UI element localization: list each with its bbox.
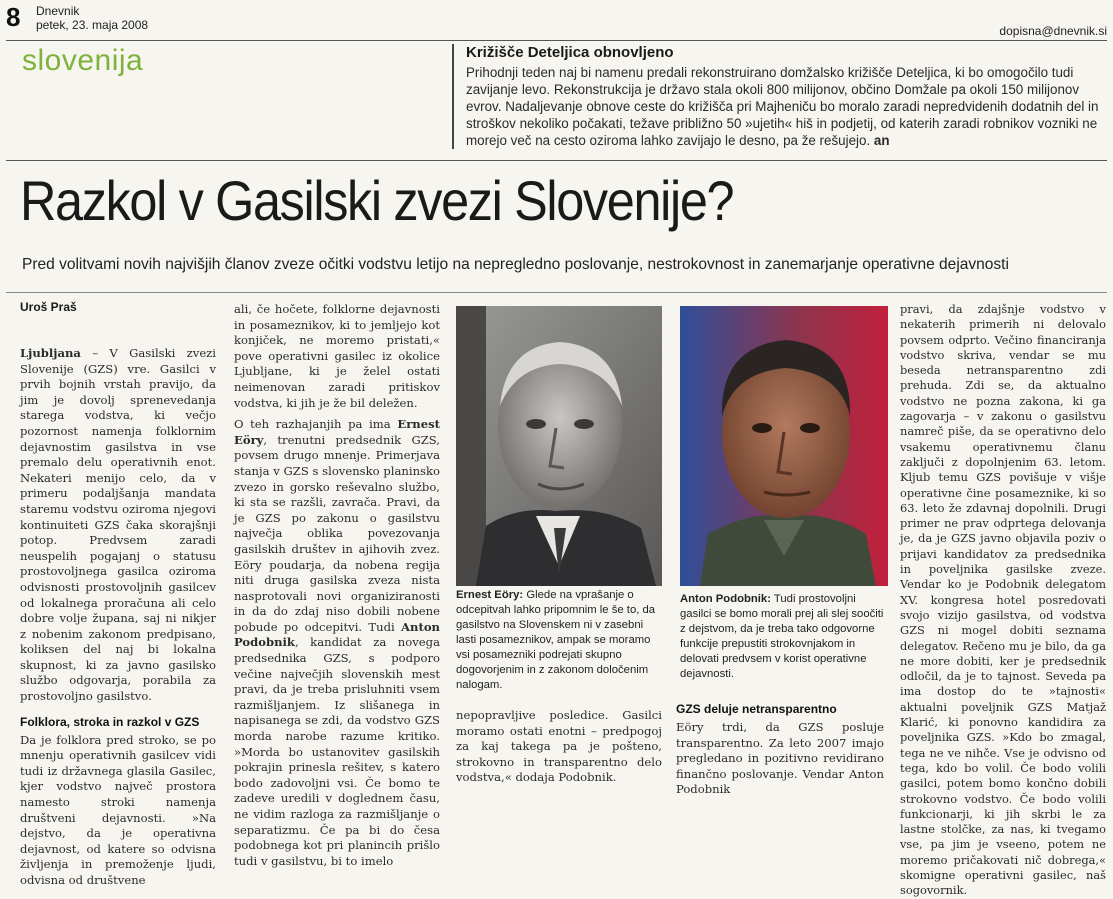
article-column-3 <box>456 708 662 786</box>
name-podobnik: Anton Podobnik <box>234 619 440 650</box>
article-column-4 <box>676 702 884 798</box>
caption-podobnik-text: Tudi prostovoljni gasilci se bomo morali prej ali slej soočiti z dejstvom, da je treba tako odgovorne funkcije prepustiti strokovnjakom in delovati predvsem v korist operativne dejavnosti. <box>680 593 884 680</box>
col4-subhead: GZS deluje netransparentno <box>676 702 837 716</box>
caption-podobnik <box>680 592 888 682</box>
col2-paragraph-2 <box>234 417 440 869</box>
top-divider <box>6 40 1107 41</box>
masthead <box>36 4 148 32</box>
col1-subhead: Folklora, stroka in razkol v GZS <box>20 714 200 729</box>
portrait-podobnik-image <box>680 306 888 586</box>
col2-text-a: O teh razhajanjih pa ima <box>234 417 398 432</box>
caption-podobnik-name: Anton Podobnik: <box>680 593 771 605</box>
dateline: Ljubljana <box>20 346 81 360</box>
name-eory: Ernest Eöry <box>234 417 440 447</box>
col1-paragraph-2: Da je folklora pred stroko, se po mnenju operativnih gasilcev vidi tudi iz državnega glasila Gasilec, kjer vodstvo največ prostora namesto stroki namenja društveni dejavnosti. »Na dejstvo, da je operativna dejavnost, od katere so odvisna življenja in premoženje ljudi, odvisna od društvene <box>20 732 216 887</box>
paper-name: Dnevnik <box>36 4 80 18</box>
deck-divider <box>6 292 1107 293</box>
byline: Uroš Praš <box>20 300 77 314</box>
col4-paragraph: Eöry trdi, da GZS posluje transparentno. Za leto 2007 imajo pregledano in pozitivno revidirano finančno poslovanje. Vendar Anton Podobnik <box>676 720 884 797</box>
brief-title: Križišče Deteljica obnovljeno <box>466 44 674 61</box>
brief-body <box>466 64 1102 149</box>
caption-eory-name: Ernest Eöry: <box>456 589 524 601</box>
article-column-5 <box>900 302 1106 899</box>
col2-paragraph-1: ali, če hočete, folklorne dejavnosti in posameznikov, ki to jemljejo kot konjiček, ne moremo pristati,« pove operativni gasilec iz okolice Ljubljane, ki je želel ostati neimenovan zaradi pritiskov vodstva, ki jih je že bil deležen. <box>234 302 440 410</box>
col1-text-1: – V Gasilski zvezi Slovenije (GZS) vre. Gasilci v prvih bojnih vrstah pravijo, da jim je dovolj sprenevedanja starega vodstva, ki večjo pozornost namenja folklornim dejavnostim gasilstva in vse premalo delu operativnih enot. Nekateri menijo celo, da v primeru podaljšanja mandata staremu vodstvu oziroma njegovi kontinuiteti GZS čaka skorajšnji potop. Predvsem zaradi neuspelih pogajanj o statusu prostovoljnega gasilca oziroma odvisnosti prostovoljnih gasilcev od lokalnega proračuna ali celo dobre volje župana, saj ni nikjer z nobenim zakonom predpisano, koliksen del naj bi lokalna skupnost, ki za javno gasilsko službo odgovarja, porabila za prostovoljno gasilstvo. <box>20 346 216 704</box>
col3-paragraph: nepopravljive posledice. Gasilci moramo ostati enotni – predpogoj za kaj takega pa je pošteno, strokovno in transparentno delo vodstva,« dodaja Podobnik. <box>456 708 662 785</box>
article-headline: Razkol v Gasilski zvezi Slovenije? <box>20 169 734 232</box>
contact-email[interactable]: dopisna@dnevnik.si <box>999 24 1107 38</box>
photo-ernest-eory <box>456 306 662 586</box>
caption-eory <box>456 588 662 693</box>
photo-anton-podobnik <box>680 306 888 586</box>
brief-text: Prihodnji teden naj bi namenu predali rekonstruirano domžalsko križišče Deteljica, ki bo omogočilo tudi zavijanje levo. Rekonstrukcija je državo stala okoli 800 milijonov, občino Domžale pa okoli 150 milijonov evrov. Nadaljevanje obnove ceste do križišča pri Majheniču bo moralo zaradi nepredvidenih dodatnih del in stroškov nekoliko počakati, težave približno 50 »ujetih« hiš in podjetij, od katerih zaradi robnikov vozniki ne morejo več na cesto oziroma lahko zavijajo le desno, pa že rešujejo. <box>466 65 1099 148</box>
page-number: 8 <box>6 2 21 32</box>
col1-paragraph-1 <box>20 346 216 705</box>
col2-text-b: , trenutni predsednik GZS, povsem drugo mnenje. Primerjava stanja v GZS s slovensko planinsko zvezo in gorsko reševalno službo, ki sta se razšli, zavrača. Pravi, da je GZS po zakonu o gasilstvu največja oblika povezovanja gasilskih društev in ajihovih zvez. Eöry poudarja, da nobena regija niti druga gasilska zveza nista nasprotovali novi organiziranosti in da do zdaj niso dobili nobene pobude po odcepitvi. Tudi <box>234 432 440 634</box>
section-label: slovenija <box>22 44 144 77</box>
mid-divider <box>6 160 1107 161</box>
col2-text-c: , kandidat za novega predsednika GZS, s podporo večine največjih slovenskih mest pravi, da je treba prisluhniti vsem razmišljanjem. Iz slišanega in napisanega se zdi, da vodstvo GZS morda narobe razume kritiko. »Morda bo ustanovitev gasilskih pokrajin prinesla rešitev, s katero bodo zadovoljni vsi. Če bomo te zadeve uredili v doglednem času, ne vidim razloga za razmišljanje o separatizmu. Če pa bi do česa podobnega kot pri planincih prišlo tudi v gasilstvu, bi to imelo <box>234 635 440 868</box>
col5-paragraph: pravi, da zdajšnje vodstvo v nekaterih primerih ni delovalo povsem odprto. Večino financiranja vodstvo skriva, vendar se mu beseda netransparentno zdi prehuda. Zdi se, da aktualno vodstvo ne pozna zakona, ki ga zagovarja – v zakonu o gasilstvu namreč piše, da se operativno delo vsakemu operativnemu članu zaključi z dopolnjenim 63. letom. Kljub temu GZS povišuje v višje operativne čine posameznike, ki so 63. leto že zdavnaj dopolnili. Drugi primer ne prav odprtega delovanja je, da je GZS javno objavila poziv o prijavi kandidatov za predsednika in poveljnika gasilske zveze. Vendar ko je Podobnik delegatom XV. kongresa hotel posredovati svojo vizijo gasilstva, od vodstva GZS ni mogel dobiti seznama delegatov. Rečeno mu je bilo, da ga ne more dobiti, ker je predsednik odločil, da je to tajnost. Seveda pa ima dostop do te »tajnosti« aktualni poveljnik GZS Matjaž Klarić, ki ponovno kandidira za poveljnika GZS. »Kdo bo zmagal, tega ne ve nihče. Vse je odvisno od tega, kdo bo volil. Če bodo volili gasilci, potem bomo končno dobili strokovno vodstvo. Če bodo volili funkcionarji, ki jih skrbi le za lastne stolčke, za nas, ki tvegamo vse, pa jim je vseeno, potem ne moremo pričakovati nič dobrega,« skomigne operativni gasilec, naš sogovornik. <box>900 302 1106 898</box>
caption-eory-text: Glede na vprašanje o odcepitvah lahko pripomnim le še to, da gasilstvo na Slovenskem ni v zasebni lasti posameznikov, ampak se moramo vsi posamezniki podrejati skupno dogovorjenim in z zakonom določenim nalogam. <box>456 589 656 691</box>
article-column-1 <box>20 346 216 889</box>
news-brief <box>452 44 1102 149</box>
issue-date: petek, 23. maja 2008 <box>36 18 149 32</box>
portrait-eory-image <box>456 306 662 586</box>
brief-signature: an <box>873 133 890 148</box>
article-deck: Pred volitvami novih najvišjih članov zveze očitki vodstvu letijo na nepregledno poslovanje, nestrokovnost in zanemarjanje operativne dejavnosti <box>22 256 1009 273</box>
article-column-2 <box>234 302 440 869</box>
